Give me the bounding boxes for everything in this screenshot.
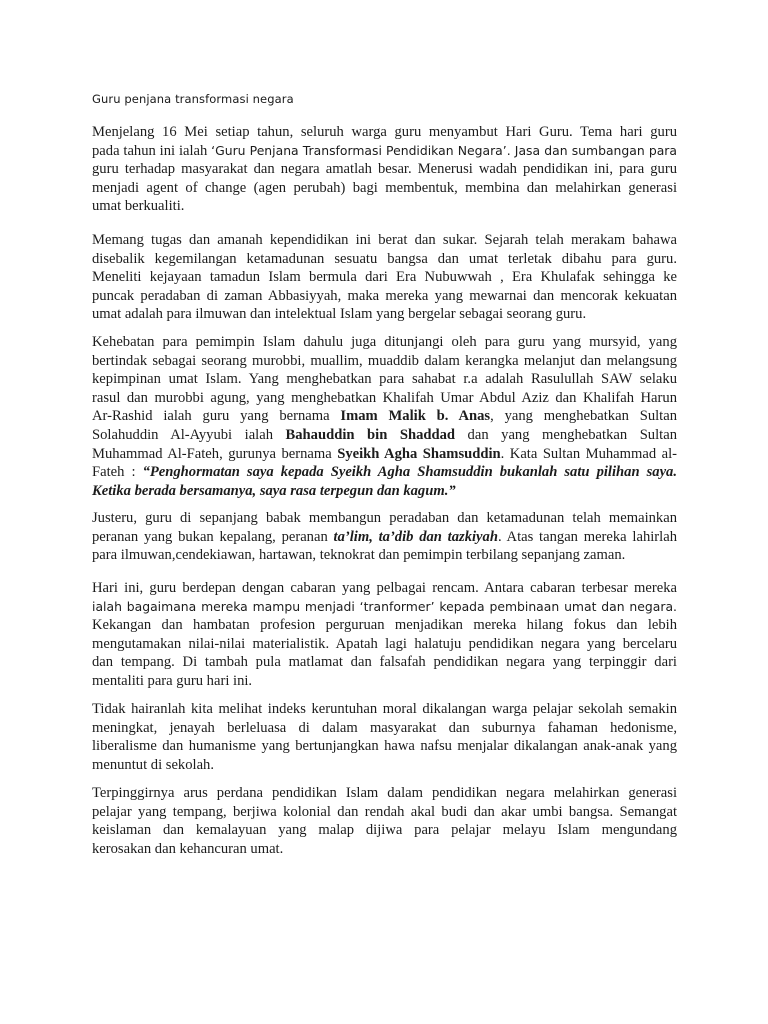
paragraph-line: Meneliti kejayaan tamadun Islam bermula dari Era Nubuwwah , Era Khulafak sehingga ke <box>92 269 677 286</box>
text-run: Fateh : <box>92 464 143 481</box>
paragraph-line: Terpinggirnya arus perdana pendidikan Islam dalam pendidikan negara melahirkan generasi <box>92 785 677 801</box>
teacher-name: Bahauddin bin Shaddad <box>285 426 456 443</box>
paragraph-line <box>92 528 677 547</box>
paragraph-line: Menjelang 16 Mei setiap tahun, seluruh warga guru menyambut Hari Guru. Tema hari guru <box>92 124 677 140</box>
paragraph-line: meningkat, jenayah berleluasa di dalam masyarakat dan suburnya fahaman hedonisme, <box>92 719 677 736</box>
paragraph-line: umat berkualiti. <box>92 198 185 215</box>
paragraph-line: bertindak sebagai seorang murobbi, muallim, muaddib dalam kerangka melanjut dan melangsung <box>92 352 677 369</box>
text-run: Muhammad Al-Fateh, gurunya bernama <box>92 445 338 462</box>
quote-text: “Penghormatan saya kepada Syeikh Agha Shamsuddin bukanlah satu pilihan saya. <box>142 464 678 481</box>
paragraph-line: kerosakan dan kehancuran umat. <box>92 840 284 857</box>
paragraph-line <box>92 463 677 482</box>
text-run: . Atas tangan mereka lahirlah <box>497 528 677 545</box>
paragraph-7 <box>92 784 677 858</box>
paragraph-line: liberalisme dan humanisme yang bertunjangkan hawa nafsu menjalar dikalangan anak-anak yang <box>92 738 677 755</box>
paragraph-line: mentaliti para guru hari ini. <box>92 672 253 689</box>
paragraph-line: puncak peradaban di zaman Abbasiyyah, maka mereka yang mewarnai dan mencorak kekuatan <box>92 287 677 304</box>
paragraph-line <box>92 142 677 161</box>
emphasis-text: ta’lim, ta’dib dan tazkiyah <box>333 528 498 545</box>
teacher-name: Syeikh Agha Shamsuddin <box>337 445 501 462</box>
paragraph-line: Hari ini, guru berdepan dengan cabaran yang pelbagai rencam. Antara cabaran terbesar mereka <box>92 580 677 596</box>
paragraph-line <box>92 407 677 426</box>
text-run: peranan yang bukan kepalang, peranan <box>92 528 334 545</box>
paragraph-5 <box>92 579 677 691</box>
paragraph-line: disebalik kegemilangan ketamadunan sesuatu bangsa dan umat terletak dibahu para guru. <box>92 250 677 267</box>
paragraph-line: ialah bagaimana mereka mampu menjadi ‘tranformer’ kepada pembinaan umat dan negara. <box>92 598 677 614</box>
paragraph-line: Tidak hairanlah kita melihat indeks keruntuhan moral dikalangan warga pelajar sekolah semakin <box>92 701 677 717</box>
teacher-name: Imam Malik b. Anas <box>340 408 491 425</box>
paragraph-line: kepimpinan umat Islam. Yang menghebatkan para sahabat r.a adalah Rasulullah SAW selaku <box>92 371 677 388</box>
text-run: , yang menghebatkan Sultan <box>490 408 678 425</box>
quote-text: Ketika berada bersamanya, saya rasa terpegun dan kagum.” <box>92 482 456 499</box>
paragraph-line: guru terhadap masyarakat dan negara amatlah besar. Menerusi wadah pendidikan ini, para guru <box>92 161 677 178</box>
paragraph-line: Justeru, guru di sepanjang babak membangun peradaban dan ketamadunan telah memainkan <box>92 510 677 526</box>
paragraph-line: umat adalah para ilmuwan dan intelektual Islam yang bergelar sebagai seorang guru. <box>92 306 587 323</box>
paragraph-4 <box>92 509 677 565</box>
paragraph-line: rasul dan murobbi agung, yang menghebatkan Khalifah Umar Abdul Aziz dan Khalifah Harun <box>92 389 677 406</box>
theme-quote: ‘Guru Penjana Transformasi Pendidikan Negara’. Jasa dan sumbangan para <box>211 142 677 158</box>
paragraph-line: menuntut di sekolah. <box>92 756 215 773</box>
paragraph-line: menjadi agent of change (agen perubah) bagi membentuk, membina dan melahirkan generasi <box>92 179 677 196</box>
text-run: . Kata Sultan Muhammad al- <box>500 445 677 462</box>
document-title: Guru penjana transformasi negara <box>92 92 294 106</box>
text-run: pada tahun ini ialah <box>92 142 212 159</box>
text-run: Solahuddin Al-Ayyubi ialah <box>92 426 286 443</box>
paragraph-3 <box>92 333 677 500</box>
paragraph-line: para ilmuwan,cendekiawan, hartawan, teknokrat dan pemimpin terbilang sepanjang zaman. <box>92 547 626 564</box>
paragraph-line: Memang tugas dan amanah kependidikan ini berat dan sukar. Sejarah telah merakam bahawa <box>92 232 677 248</box>
paragraph-line: Kekangan dan hambatan profesion perguruan menjadikan mereka hilang fokus dan lebih <box>92 617 677 634</box>
paragraph-line: dan tempang. Di tambah pula matlamat dan falsafah pendidikan negara yang terpinggir dari <box>92 654 677 671</box>
paragraph-line: pelajar yang tempang, berjiwa kolonial dan rendah akal budi dan akar umbi bangsa. Semangat <box>92 803 677 820</box>
paragraph-6 <box>92 700 677 774</box>
paragraph-line: keislaman dan kemalayuan yang malap dijiwa para pelajar melayu Islam mengundang <box>92 822 677 839</box>
paragraph-1 <box>92 123 677 216</box>
paragraph-line <box>92 426 677 445</box>
text-run: Ar-Rashid ialah guru yang bernama <box>92 408 341 425</box>
paragraph-line: mengutamakan nilai-nilai materialistik. Apatah lagi halatuju pendidikan negara yang bercelaru <box>92 635 677 652</box>
paragraph-line: Kehebatan para pemimpin Islam dahulu juga ditunjangi oleh para guru yang mursyid, yang <box>92 334 677 350</box>
paragraph-line <box>92 445 677 464</box>
paragraph-2 <box>92 231 677 324</box>
text-run: dan yang menghebatkan Sultan <box>455 426 677 443</box>
